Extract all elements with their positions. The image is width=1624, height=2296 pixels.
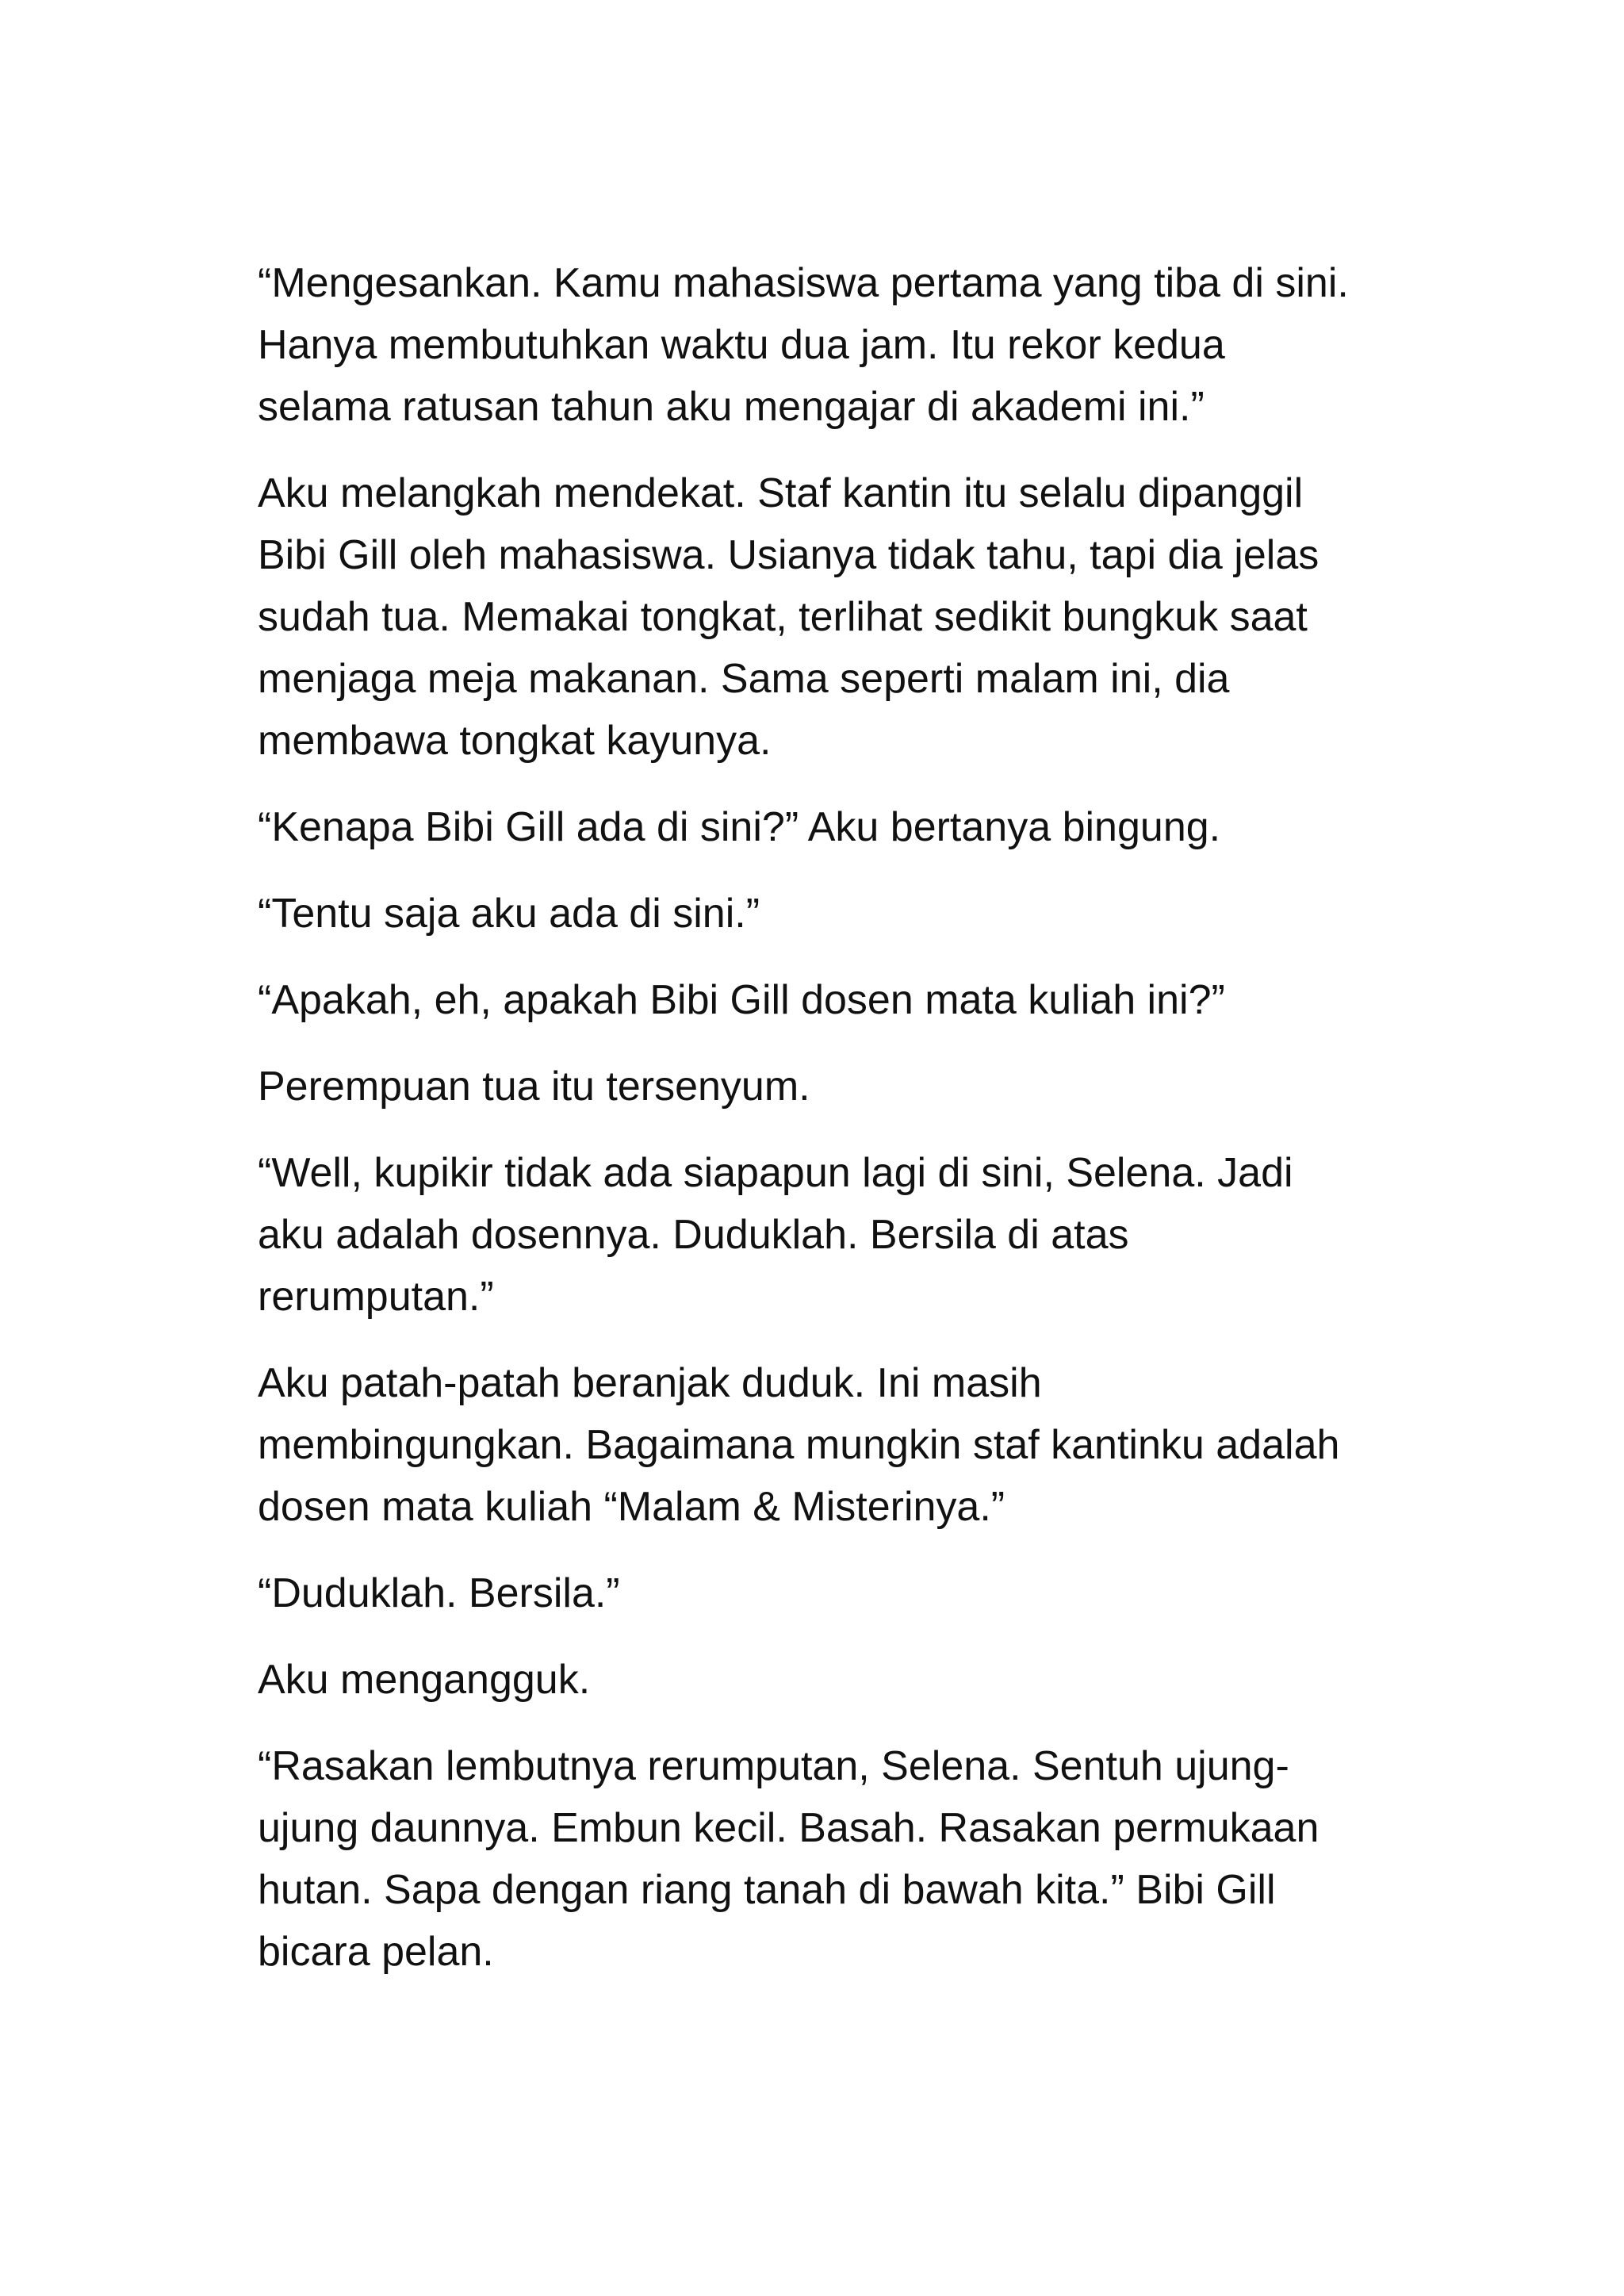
text-line: “Apakah, eh, apakah Bibi Gill dosen mata kuliah ini?” (258, 977, 1225, 1023)
text-line: “Mengesankan. Kamu mahasiswa pertama yang tiba di sini. (258, 260, 1349, 306)
paragraph (258, 883, 1415, 945)
text-line: “Kenapa Bibi Gill ada di sini?” Aku bertanya bingung. (258, 804, 1221, 850)
text-line: “Well, kupikir tidak ada siapapun lagi di sini, Selena. Jadi (258, 1150, 1293, 1196)
text-line: Perempuan tua itu tersenyum. (258, 1064, 810, 1110)
paragraph (258, 252, 1415, 438)
paragraph (258, 796, 1415, 858)
text-line: rerumputan.” (258, 1274, 494, 1320)
paragraph (258, 1735, 1415, 1983)
text-line: hutan. Sapa dengan riang tanah di bawah kita.” Bibi Gill (258, 1867, 1276, 1913)
text-line: “Tentu saja aku ada di sini.” (258, 891, 760, 937)
text-line: ujung daunnya. Embun kecil. Basah. Rasakan permukaan (258, 1805, 1320, 1851)
text-line: membingungkan. Bagaimana mungkin staf kantinku adalah (258, 1422, 1340, 1468)
paragraph (258, 462, 1415, 772)
text-line: Hanya membutuhkan waktu dua jam. Itu rekor kedua (258, 322, 1225, 368)
paragraph (258, 1562, 1415, 1624)
text-line: dosen mata kuliah “Malam & Misterinya.” (258, 1484, 1005, 1530)
text-line: menjaga meja makanan. Sama seperti malam ini, dia (258, 656, 1230, 702)
text-line: aku adalah dosennya. Duduklah. Bersila di atas (258, 1212, 1129, 1258)
text-line: “Rasakan lembutnya rerumputan, Selena. Sentuh ujung- (258, 1743, 1289, 1789)
text-line: membawa tongkat kayunya. (258, 718, 772, 764)
paragraph (258, 969, 1415, 1031)
text-line: “Duduklah. Bersila.” (258, 1570, 620, 1616)
paragraph (258, 1352, 1415, 1538)
text-line: Aku mengangguk. (258, 1657, 591, 1703)
text-line: selama ratusan tahun aku mengajar di akademi ini.” (258, 384, 1205, 430)
paragraph (258, 1056, 1415, 1117)
text-line: Aku melangkah mendekat. Staf kantin itu selalu dipanggil (258, 470, 1304, 516)
document-body (258, 252, 1415, 2007)
paragraph (258, 1649, 1415, 1711)
text-line: sudah tua. Memakai tongkat, terlihat sedikit bungkuk saat (258, 594, 1308, 640)
text-line: bicara pelan. (258, 1929, 494, 1975)
paragraph (258, 1142, 1415, 1328)
text-line: Aku patah-patah beranjak duduk. Ini masih (258, 1360, 1042, 1406)
text-line: Bibi Gill oleh mahasiswa. Usianya tidak tahu, tapi dia jelas (258, 532, 1320, 578)
